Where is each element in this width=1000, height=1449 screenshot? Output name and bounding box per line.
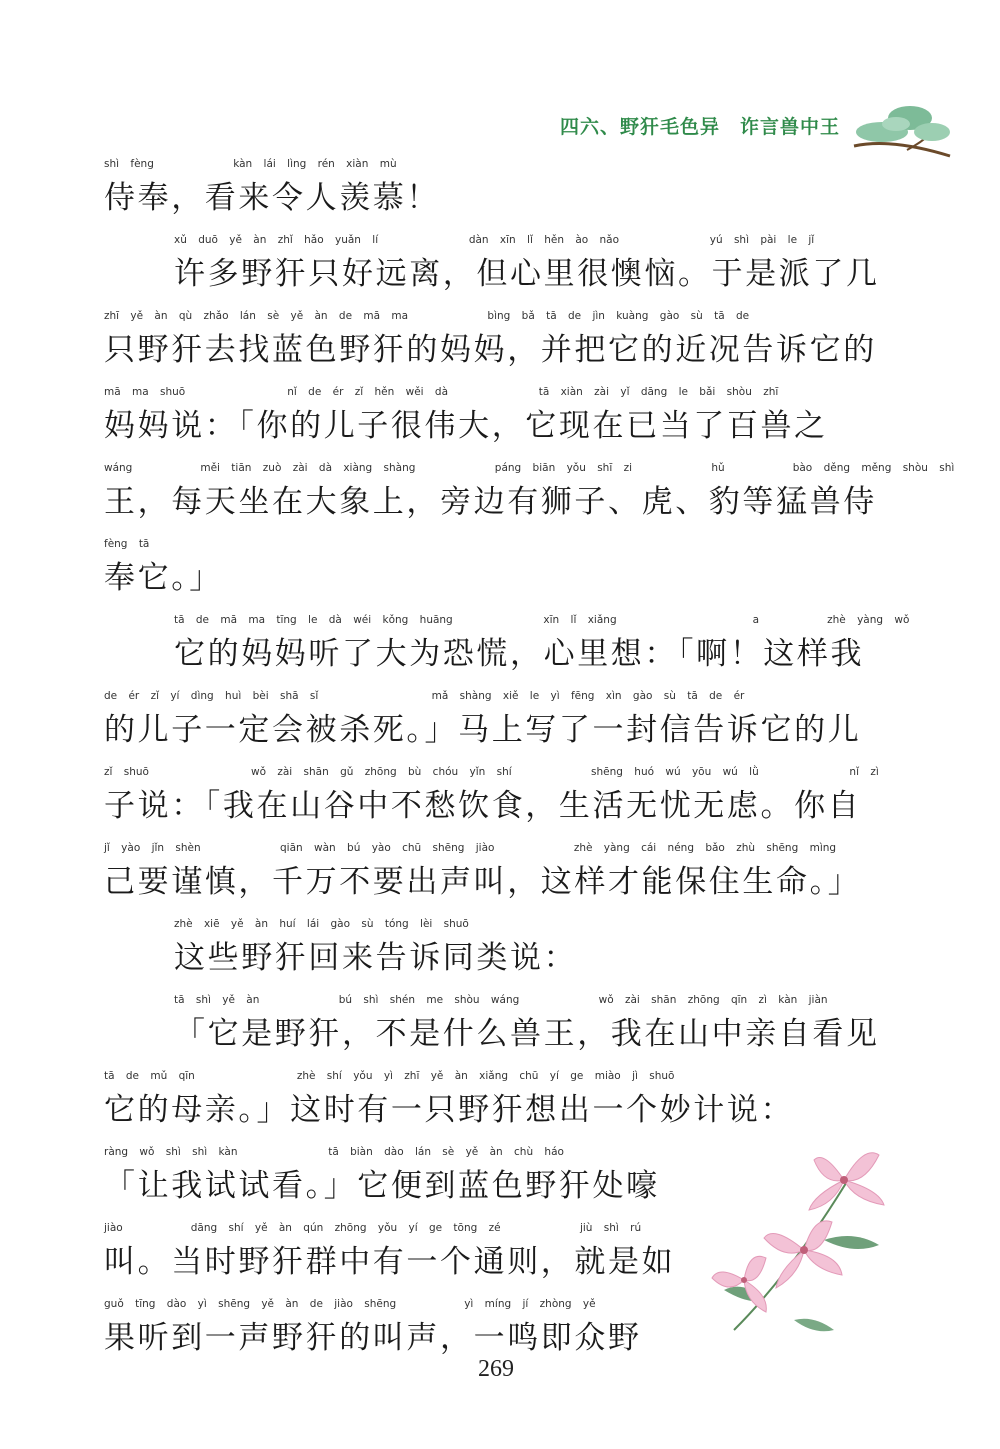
hanzi-line: 许多野犴只好远离，但心里很懊恼。于是派了几 xyxy=(174,256,880,292)
pinyin-line: xǔ duō yě àn zhǐ hǎo yuǎn lí dàn xīn lǐ hěn ào nǎo yú shì pài le jǐ xyxy=(174,234,815,246)
hanzi-line: 这些野犴回来告诉同类说： xyxy=(174,940,578,976)
hanzi-line: 王，每天坐在大象上，旁边有狮子、虎、豹等猛兽侍 xyxy=(104,484,877,520)
pinyin-line: shì fèng kàn lái lìng rén xiàn mù xyxy=(104,158,397,170)
pinyin-line: zǐ shuō wǒ zài shān gǔ zhōng bù chóu yǐn shí shēng huó wú yōu wú lǜ nǐ zì xyxy=(104,766,879,778)
hanzi-line: 的儿子一定会被杀死。」马上写了一封信告诉它的儿 xyxy=(104,712,862,748)
hanzi-line: 侍奉，看来令人羡慕！ xyxy=(104,180,440,216)
hanzi-line: 己要谨慎，千万不要出声叫，这样才能保住生命。」 xyxy=(104,864,862,900)
hanzi-line: 妈妈说：「你的儿子很伟大，它现在已当了百兽之 xyxy=(104,408,828,444)
pinyin-line: wáng měi tiān zuò zài dà xiàng shàng páng biān yǒu shī zi hǔ bào děng měng shòu shì xyxy=(104,462,955,474)
hanzi-line: 它的母亲。」这时有一只野犴想出一个妙计说： xyxy=(104,1092,795,1128)
chapter-header: 四六、野犴毛色异 诈言兽中王 xyxy=(560,116,841,138)
pine-branch-icon xyxy=(852,98,952,160)
pinyin-line: de ér zǐ yí dìng huì bèi shā sǐ mǎ shàng xiě le yì fēng xìn gào sù tā de ér xyxy=(104,690,745,702)
pinyin-line: jiào dāng shí yě àn qún zhōng yǒu yí ge tōng zé jiù shì rú xyxy=(104,1222,642,1234)
hanzi-line: 它的妈妈听了大为恐慌，心里想：「啊！这样我 xyxy=(174,636,865,672)
pinyin-line: guǒ tīng dào yì shēng yě àn de jiào shēng yì míng jí zhòng yě xyxy=(104,1298,596,1310)
pinyin-line: tā de mā ma tīng le dà wéi kǒng huāng xīn lǐ xiǎng a zhè yàng wǒ xyxy=(174,614,910,626)
page-number: 269 xyxy=(478,1356,514,1382)
pinyin-line: fèng tā xyxy=(104,538,150,550)
hanzi-line: 子说：「我在山谷中不愁饮食，生活无忧无虑。你自 xyxy=(104,788,862,824)
hanzi-line: 「它是野犴，不是什么兽王，我在山中亲自看见 xyxy=(174,1016,880,1052)
pinyin-line: mā ma shuō nǐ de ér zǐ hěn wěi dà tā xiàn zài yǐ dāng le bǎi shòu zhī xyxy=(104,386,779,398)
pinyin-line: ràng wǒ shì shì kàn tā biàn dào lán sè yě àn chù háo xyxy=(104,1146,564,1158)
pinyin-line: jǐ yào jǐn shèn qiān wàn bú yào chū shēng jiào zhè yàng cái néng bǎo zhù shēng mìng xyxy=(104,842,837,854)
hanzi-line: 叫。当时野犴群中有一个通则，就是如 xyxy=(104,1244,676,1280)
hanzi-line: 只野犴去找蓝色野犴的妈妈，并把它的近况告诉它的 xyxy=(104,332,877,368)
pinyin-line: zhī yě àn qù zhǎo lán sè yě àn de mā ma bìng bǎ tā de jìn kuàng gào sù tā de xyxy=(104,310,750,322)
hanzi-line: 奉它。」 xyxy=(104,560,223,596)
hanzi-line: 果听到一声野犴的叫声，一鸣即众野 xyxy=(104,1320,642,1356)
pinyin-line: tā shì yě àn bú shì shén me shòu wáng wǒ zài shān zhōng qīn zì kàn jiàn xyxy=(174,994,828,1006)
lily-flower-icon xyxy=(704,1130,914,1350)
hanzi-line: 「让我试试看。」它便到蓝色野犴处嚎 xyxy=(104,1168,660,1204)
pinyin-line: zhè xiē yě àn huí lái gào sù tóng lèi shuō xyxy=(174,918,469,930)
pinyin-line: tā de mǔ qīn zhè shí yǒu yì zhī yě àn xiǎng chū yí ge miào jì shuō xyxy=(104,1070,675,1082)
